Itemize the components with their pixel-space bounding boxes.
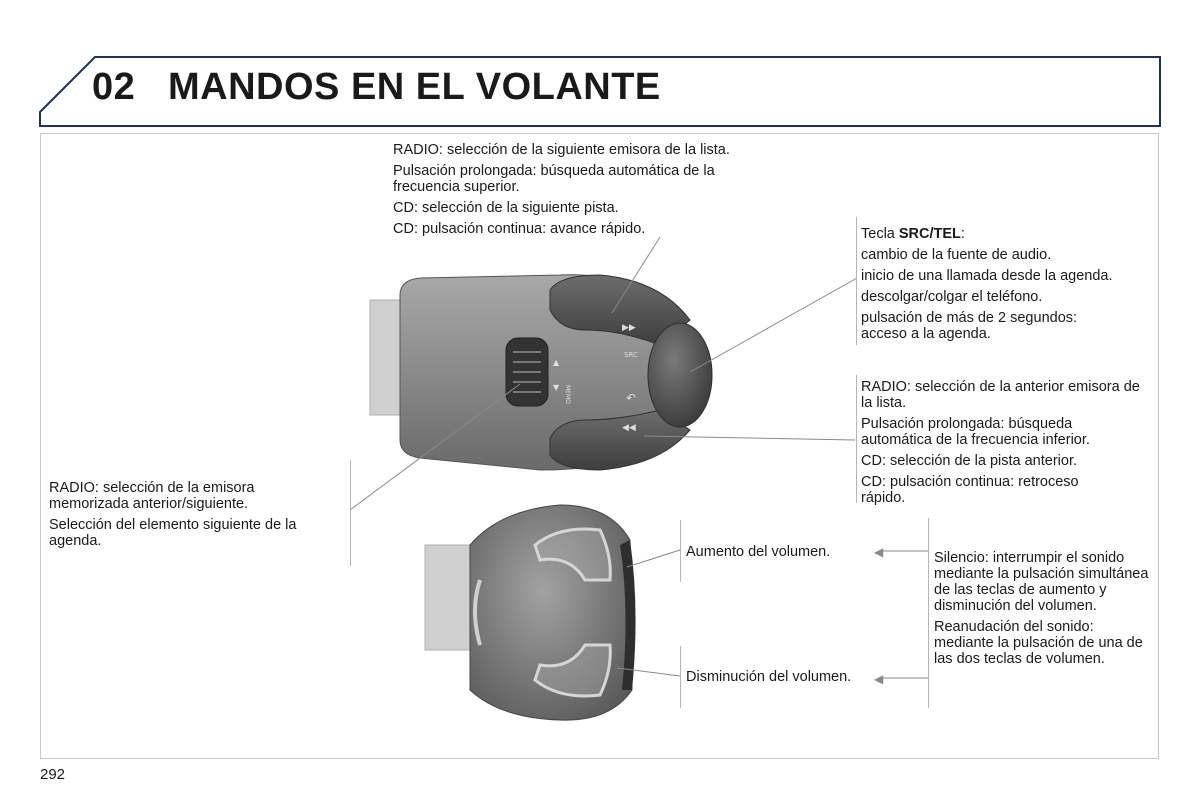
down-arrow-icon: ▼: [553, 383, 560, 392]
radio-prev-annotation: [861, 379, 1153, 511]
annotation-line: pulsación de más de 2 segundos: acceso a la agenda.: [861, 310, 1078, 342]
separator-line: [856, 217, 857, 345]
separator-line: [350, 460, 351, 566]
separator-line: [680, 520, 681, 582]
upper-control-unit: [370, 275, 712, 470]
src-tel-prefix: Tecla: [861, 226, 899, 242]
annotation-line: inicio de una llamada desde la agenda.: [861, 268, 1113, 284]
volume-up-annotation: Aumento del volumen.: [686, 544, 831, 560]
annotation-line: Silencio: interrumpir el sonido mediante la pulsación simultánea de las teclas de aumento y disminución del volumen.: [934, 550, 1149, 614]
src-tel-heading: [861, 226, 1151, 242]
arrow-left-icon: ◀: [874, 545, 884, 559]
annotation-line: Pulsación prolongada: búsqueda automática de la frecuencia inferior.: [861, 416, 1090, 448]
chapter-number: 02: [92, 66, 136, 108]
separator-line: [856, 375, 857, 503]
radio-next-annotation: [393, 142, 783, 242]
annotation-line: descolgar/colgar el teléfono.: [861, 289, 1043, 305]
silence-annotation: [934, 550, 1154, 672]
phone-icon: ↶: [626, 391, 637, 405]
annotation-line: cambio de la fuente de audio.: [861, 247, 1052, 263]
src-tel-annotation: [861, 226, 1151, 347]
separator-line: [928, 518, 929, 708]
arrow-left-icon: ◀: [874, 672, 884, 686]
annotation-line: RADIO: selección de la anterior emisora de la lista.: [861, 379, 1140, 411]
src-tel-button[interactable]: [648, 323, 712, 427]
volume-control-unit: [425, 505, 636, 720]
rewind-icon: ◀◀: [622, 423, 636, 433]
annotation-line: Pulsación prolongada: búsqueda automática de la frecuencia superior.: [393, 163, 715, 195]
src-tel-suffix: :: [960, 226, 965, 242]
page-number: 292: [40, 766, 66, 783]
annotation-line: CD: selección de la siguiente pista.: [393, 200, 619, 216]
memo-annotation: [49, 480, 339, 554]
up-arrow-icon: ▲: [553, 358, 560, 367]
separator-line: [680, 646, 681, 708]
annotation-line: RADIO: selección de la siguiente emisora de la lista.: [393, 142, 730, 158]
annotation-line: CD: pulsación continua: retroceso rápido.: [861, 474, 1079, 506]
fast-forward-icon: ▶▶: [622, 323, 636, 333]
annotation-line: Selección del elemento siguiente de la agenda.: [49, 517, 297, 549]
memo-label: MEMO: [564, 385, 571, 404]
volume-down-annotation: Disminución del volumen.: [686, 669, 852, 685]
annotation-line: CD: pulsación continua: avance rápido.: [393, 221, 646, 237]
src-label: SRC: [624, 351, 638, 359]
annotation-line: RADIO: selección de la emisora memorizada anterior/siguiente.: [49, 480, 255, 512]
src-tel-key: SRC/TEL: [898, 226, 961, 242]
annotation-line: CD: selección de la pista anterior.: [861, 453, 1077, 469]
page-title: MANDOS EN EL VOLANTE: [168, 66, 661, 108]
annotation-line: Reanudación del sonido: mediante la pulsación de una de las dos teclas de volumen.: [934, 619, 1143, 667]
